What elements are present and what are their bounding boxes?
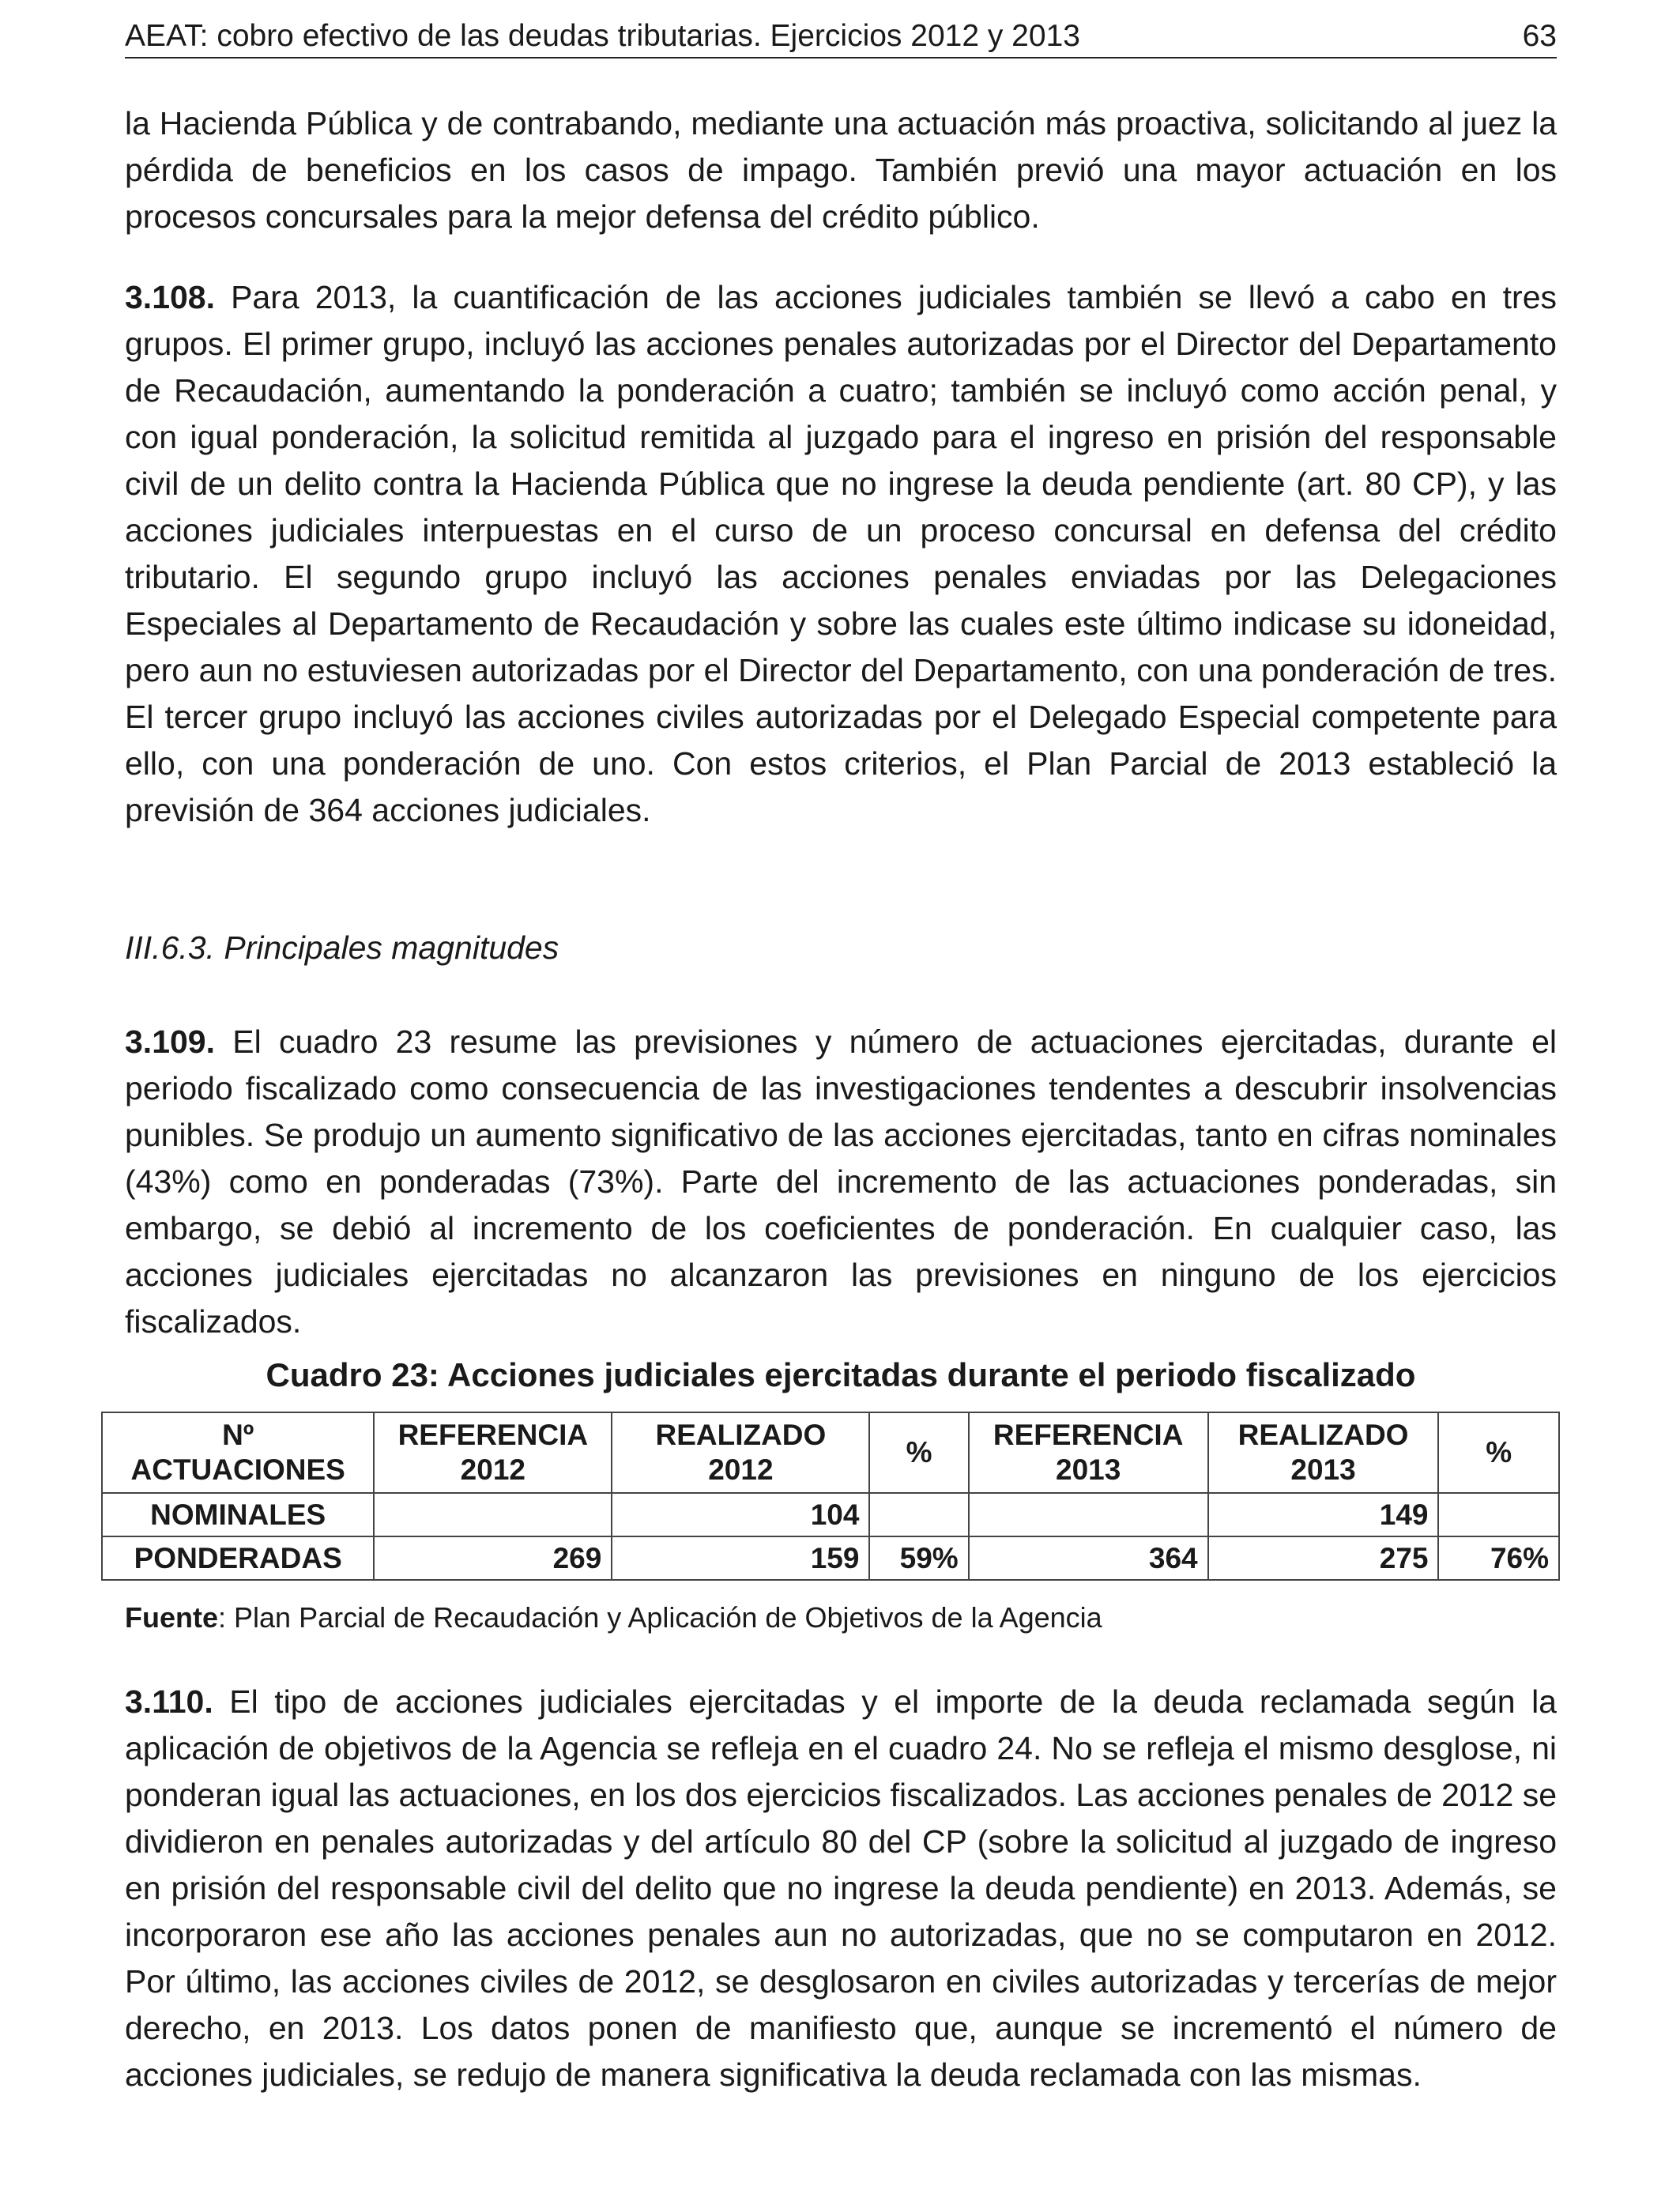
column-header: %	[1438, 1412, 1559, 1493]
table-caption: Cuadro 23: Acciones judiciales ejercitadas durante el periodo fiscalizado	[266, 1356, 1416, 1393]
paragraph-number: 3.110.	[125, 1683, 213, 1720]
table-cell: 275	[1208, 1536, 1439, 1580]
column-header: REFERENCIA 2013	[969, 1412, 1208, 1493]
data-table	[101, 1412, 1560, 1581]
paragraph-text: El tipo de acciones judiciales ejercitadas y el importe de la deuda reclamada según la aplicación de objetivos de la Agencia se refleja en el cuadro 24. No se refleja el mismo desglose, ni ponderan igual las actuaciones, en los dos ejercicios fiscalizados. Las acciones penales de 2012 se dividieron en penales autorizadas y del artículo 80 del CP (sobre la solicitud al juzgado de ingreso en prisión del responsable civil del delito que no ingrese la deuda pendiente) en 2013. Además, se incorporaron ese año las acciones penales aun no autorizadas, que no se computaron en 2012. Por último, las acciones civiles de 2012, se desglosaron en civiles autorizadas y tercerías de mejor derecho, en 2013. Los datos ponen de manifiesto que, aunque se incrementó el número de acciones judiciales, se redujo de manera significativa la deuda reclamada con las mismas.	[125, 1683, 1557, 2093]
table-cell: 104	[612, 1493, 869, 1536]
column-header: REFERENCIA 2012	[374, 1412, 612, 1493]
table-cell: 76%	[1438, 1536, 1559, 1580]
table-cell: 149	[1208, 1493, 1439, 1536]
paragraph-text: El cuadro 23 resume las previsiones y número de actuaciones ejercitadas, durante el periodo fiscalizado como consecuencia de las investigaciones tendentes a descubrir insolvencias punibles. Se produjo un aumento significativo de las acciones ejercitadas, tanto en cifras nominales (43%) como en ponderadas (73%). Parte del incremento de las actuaciones ponderadas, sin embargo, se debió al incremento de los coeficientes de ponderación. En cualquier caso, las acciones judiciales ejercitadas no alcanzaron las previsiones en ninguno de los ejercicios fiscalizados.	[125, 1023, 1557, 1340]
column-header: %	[869, 1412, 968, 1493]
table-cell: 364	[969, 1536, 1208, 1580]
table-cell	[1438, 1493, 1559, 1536]
section-subheading: III.6.3. Principales magnitudes	[125, 929, 559, 966]
source-text: : Plan Parcial de Recaudación y Aplicación de Objetivos de la Agencia	[218, 1601, 1102, 1634]
column-header: REALIZADO 2012	[612, 1412, 869, 1493]
table-row	[102, 1536, 1559, 1580]
header-title: AEAT: cobro efectivo de las deudas tributarias. Ejercicios 2012 y 2013	[125, 19, 1080, 53]
table-header-row	[102, 1412, 1559, 1493]
paragraph-number: 3.108.	[125, 279, 215, 315]
table-cell: 59%	[869, 1536, 968, 1580]
table-cell	[374, 1493, 612, 1536]
paragraph-number: 3.109.	[125, 1023, 215, 1060]
page-header	[125, 16, 1557, 58]
table-cell: 159	[612, 1536, 869, 1580]
table-cell: 269	[374, 1536, 612, 1580]
paragraph-text: la Hacienda Pública y de contrabando, mediante una actuación más proactiva, solicitando al juez la pérdida de beneficios en los casos de impago. También previó una mayor actuación en los procesos concursales para la mejor defensa del crédito público.	[125, 105, 1557, 235]
table-row	[102, 1493, 1559, 1536]
table-cell	[869, 1493, 968, 1536]
table-source-note	[125, 1598, 1102, 1638]
row-label: PONDERADAS	[102, 1536, 374, 1580]
column-header: Nº ACTUACIONES	[102, 1412, 374, 1493]
page-number: 63	[1522, 19, 1557, 53]
paragraph-3-108	[125, 274, 1557, 834]
paragraph-text: Para 2013, la cuantificación de las acciones judiciales también se llevó a cabo en tres grupos. El primer grupo, incluyó las acciones penales autorizadas por el Director del Departamento de Recaudación, aumentando la ponderación a cuatro; también se incluyó como acción penal, y con igual ponderación, la solicitud remitida al juzgado para el ingreso en prisión del responsable civil de un delito contra la Hacienda Pública que no ingrese la deuda pendiente (art. 80 CP), y las acciones judiciales interpuestas en el curso de un proceso concursal en defensa del crédito tributario. El segundo grupo incluyó las acciones penales enviadas por las Delegaciones Especiales al Departamento de Recaudación y sobre las cuales este último indicase su idoneidad, pero aun no estuviesen autorizadas por el Director del Departamento, con una ponderación de tres. El tercer grupo incluyó las acciones civiles autorizadas por el Delegado Especial competente para ello, con una ponderación de uno. Con estos criterios, el Plan Parcial de 2013 estableció la previsión de 364 acciones judiciales.	[125, 279, 1557, 828]
source-label: Fuente	[125, 1601, 219, 1634]
row-label: NOMINALES	[102, 1493, 374, 1536]
paragraph-3-109	[125, 1019, 1557, 1345]
table-cell	[969, 1493, 1208, 1536]
column-header: REALIZADO 2013	[1208, 1412, 1439, 1493]
paragraph-continuation	[125, 100, 1557, 240]
paragraph-3-110	[125, 1679, 1557, 2098]
